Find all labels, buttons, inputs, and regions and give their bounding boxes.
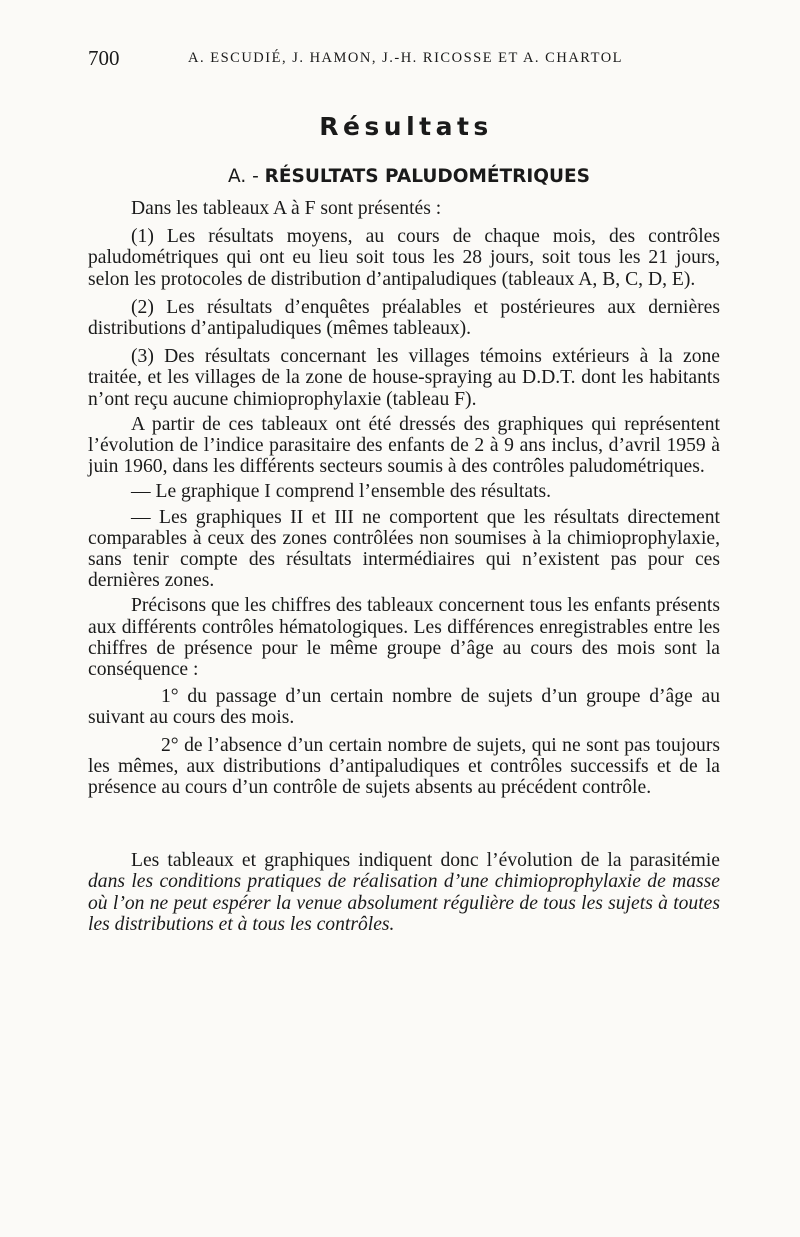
section-title: Résultats bbox=[319, 112, 493, 141]
running-head-authors: A. ESCUDIÉ, J. HAMON, J.-H. RICOSSE ET A. CHARTOL bbox=[188, 50, 624, 66]
graph-2-3-paragraph: — Les graphiques II et III ne comportent que les résultats directement comparables à ceux des zones contrôlées non soumises à la chimioprophylaxie, sans tenir compte des résultats intermédiaires qui n’existent pas pour ces dernières zones. bbox=[88, 506, 720, 592]
subsection-prefix: A. - bbox=[228, 166, 265, 187]
cause-1-paragraph: 1° du passage d’un certain nombre de sujets d’un groupe d’âge au suivant au cours des mois. bbox=[88, 686, 720, 729]
body-text bbox=[88, 198, 720, 935]
list-item-2: (2) Les résultats d’enquêtes préalables et postérieures aux dernières distributions d’antipaludiques (mêmes tableaux). bbox=[88, 296, 720, 340]
list-item-1: (1) Les résultats moyens, au cours de chaque mois, des contrôles paludométriques qui ont eu lieu soit tous les 28 jours, soit tous les 21 jours, selon les protocoles de distribution d’antipaludiques (tableaux A, B, C, D, E). bbox=[88, 226, 720, 290]
graph-1-paragraph: — Le graphique I comprend l’ensemble des résultats. bbox=[131, 481, 552, 503]
subsection-heading: RÉSULTATS PALUDOMÉTRIQUES bbox=[264, 166, 590, 187]
list-item-3: (3) Des résultats concernant les villages témoins extérieurs à la zone traitée, et les villages de la zone de house-spraying au D.D.T. dont les habitants n’ont reçu aucune chimioprophylaxie (tableau F). bbox=[88, 346, 720, 410]
conclusion-roman-text: Les tableaux et graphiques indiquent donc l’évolution de la parasitémie bbox=[131, 850, 720, 872]
subsection-title bbox=[228, 166, 590, 187]
cause-2-paragraph: 2° de l’absence d’un certain nombre de sujets, qui ne sont pas toujours les mêmes, aux distributions d’antipaludiques et contrôles successifs et de la présence au cours d’un contrôle de sujets absents au précédent contrôle. bbox=[88, 734, 720, 799]
conclusion-italic-text: dans les conditions pratiques de réalisation d’une chimioprophylaxie de masse où l’on ne peut espérer la venue absolument régulière de tous les sujets à toutes les distributions et à tous les contrôles. bbox=[88, 871, 720, 935]
graphs-paragraph: A partir de ces tableaux ont été dressés des graphiques qui représentent l’évolution de l’indice parasitaire des enfants de 2 à 9 ans inclus, d’avril 1959 à juin 1960, dans les différents secteurs soumis à des contrôles paludométriques. bbox=[88, 413, 720, 478]
precisons-paragraph: Précisons que les chiffres des tableaux concernent tous les enfants présents aux différents contrôles hématologiques. Les différences enregistrables entre les chiffres de présence pour le même groupe d’âge au cours des mois sont la conséquence : bbox=[88, 595, 720, 681]
page-number: 700 bbox=[88, 46, 120, 70]
conclusion-paragraph bbox=[88, 850, 720, 935]
intro-paragraph: Dans les tableaux A à F sont présentés : bbox=[131, 198, 442, 219]
running-head bbox=[88, 46, 720, 74]
